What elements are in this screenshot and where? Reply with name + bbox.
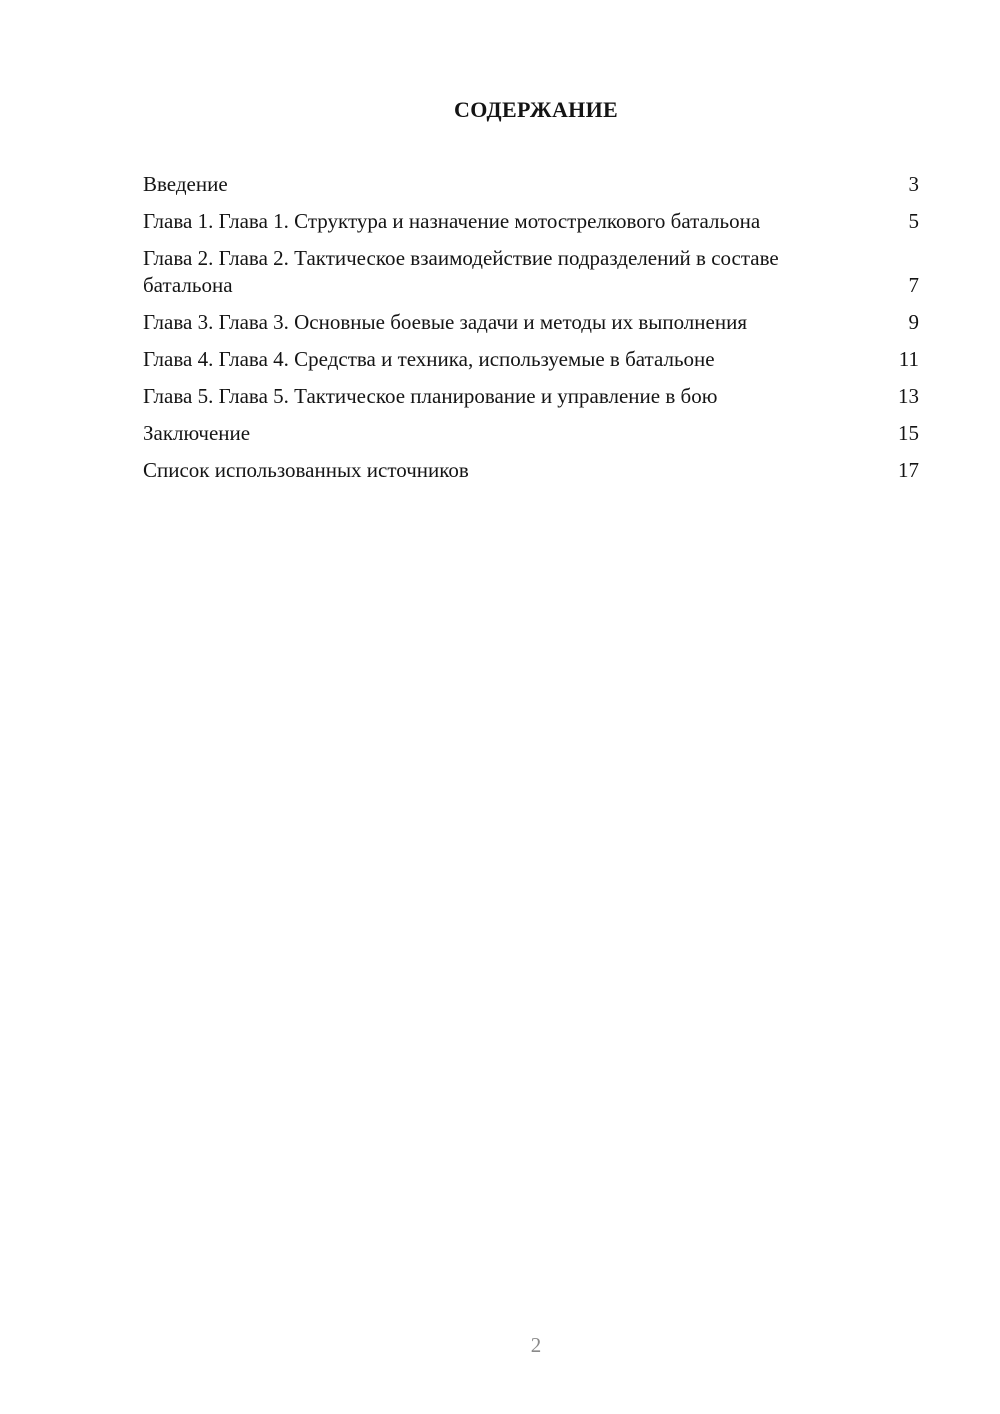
toc-entry-chapter-5 — [143, 383, 919, 410]
toc-entry-text: Глава 1. Глава 1. Структура и назначение мотострелкового батальона — [143, 209, 761, 233]
toc-entry-text: Заключение — [143, 421, 251, 445]
toc-entry-text: Глава 3. Глава 3. Основные боевые задачи и методы их выполнения — [143, 310, 747, 334]
toc-entry-page: 7 — [908, 273, 919, 297]
toc-entry-chapter-4 — [143, 346, 919, 373]
page-number: 2 — [530, 1333, 542, 1357]
toc-entry-page: 15 — [898, 421, 919, 445]
toc-entry-text: Список использованных источников — [143, 458, 469, 482]
toc-entry-chapter-2 — [143, 245, 919, 299]
toc-entry-references — [143, 457, 919, 484]
toc-entry-text: Глава 2. Глава 2. Тактическое взаимодействие подразделений в составе батальона — [143, 246, 779, 297]
toc-entry-page: 11 — [898, 347, 919, 371]
toc-entry-introduction — [143, 171, 919, 198]
toc-entry-page: 13 — [898, 384, 919, 408]
table-of-contents — [143, 171, 919, 494]
toc-entry-page: 9 — [908, 310, 919, 334]
toc-entry-chapter-1 — [143, 208, 919, 235]
toc-entry-text: Глава 4. Глава 4. Средства и техника, используемые в батальоне — [143, 347, 715, 371]
toc-entry-page: 3 — [908, 172, 919, 196]
toc-entry-text: Введение — [143, 172, 228, 196]
toc-entry-page: 17 — [898, 458, 919, 482]
toc-entry-chapter-3 — [143, 309, 919, 336]
page-title: СОДЕРЖАНИЕ — [454, 97, 618, 122]
toc-entry-text: Глава 5. Глава 5. Тактическое планирование и управление в бою — [143, 384, 718, 408]
toc-entry-page: 5 — [908, 209, 919, 233]
toc-entry-conclusion — [143, 420, 919, 447]
